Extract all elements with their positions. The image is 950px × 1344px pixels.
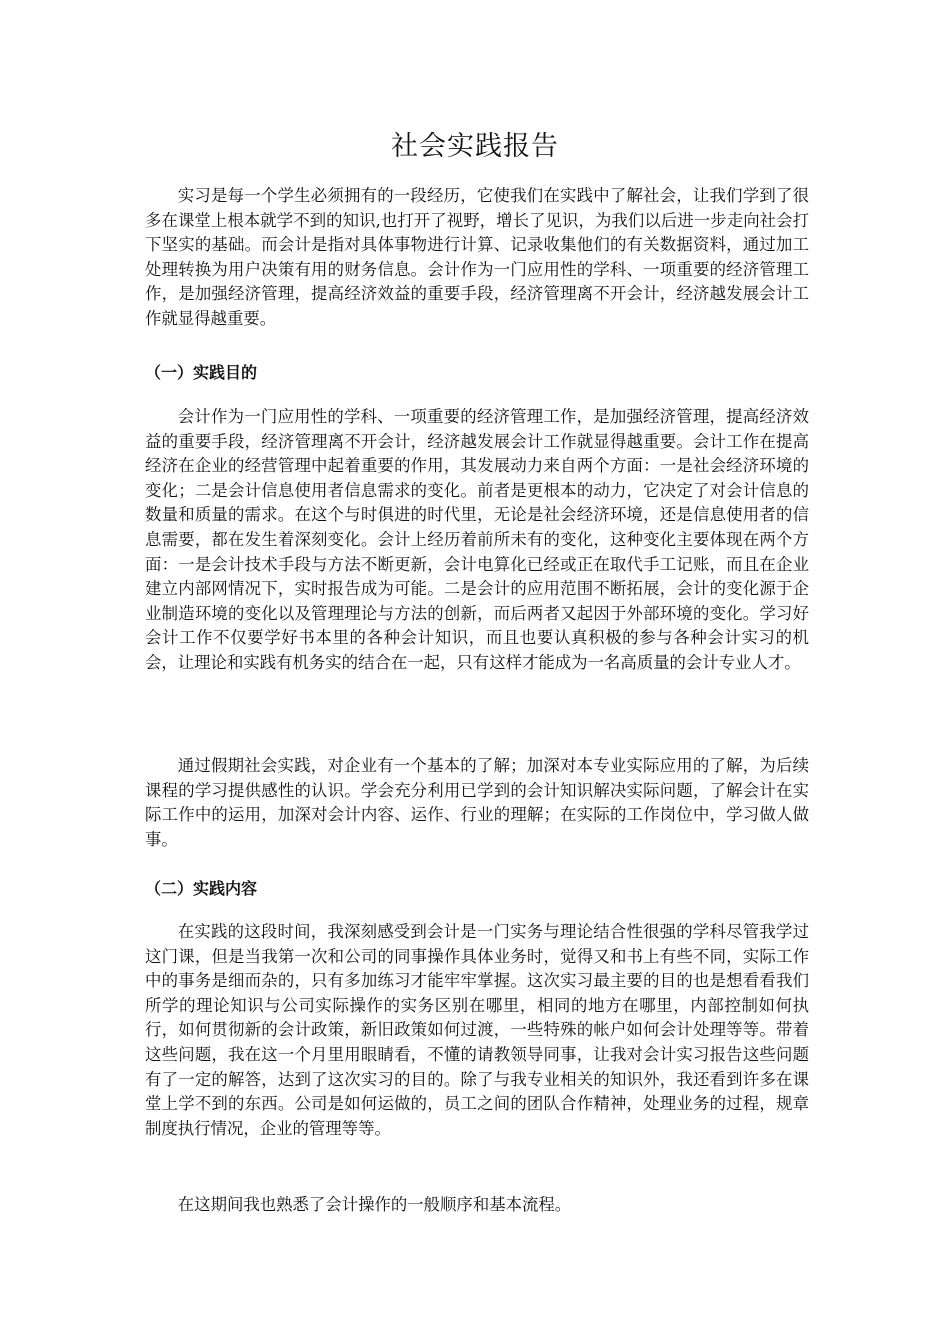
purpose-paragraph-2: 通过假期社会实践，对企业有一个基本的了解；加深对本专业实际应用的了解，为后续课程的学习提供感性的认识。学会充分利用已学到的会计知识解决实际问题，了解会计在实际工作中的运用，加深对会计内容、运作、行业的理解；在实际的工作岗位中，学习做人做事。 (145, 756, 809, 849)
section-heading-purpose: （一）实践目的 (145, 363, 258, 382)
section-heading-content: （二）实践内容 (145, 879, 258, 898)
content-paragraph-2: 在这期间我也熟悉了会计操作的一般顺序和基本流程。 (177, 1195, 572, 1214)
page-title: 社会实践报告 (391, 131, 559, 162)
intro-paragraph: 实习是每一个学生必须拥有的一段经历，它使我们在实践中了解社会，让我们学到了很多在课堂上根本就学不到的知识,也打开了视野，增长了见识，为我们以后进一步走向社会打下坚实的基础。而会计是指对具体事物进行计算、记录收集他们的有关数据资料，通过加工处理转换为用户决策有用的财务信息。会计作为一门应用性的学科、一项重要的经济管理工作，是加强经济管理，提高经济效益的重要手段，经济管理离不开会计，经济越发展会计工作就显得越重要。 (145, 186, 809, 328)
content-paragraph-1: 在实践的这段时间，我深刻感受到会计是一门实务与理论结合性很强的学科尽管我学过这门课，但是当我第一次和公司的同事操作具体业务时，觉得又和书上有些不同，实际工作中的事务是细而杂的，只有多加练习才能牢牢掌握。这次实习最主要的目的也是想看看我们所学的理论知识与公司实际操作的实务区别在哪里，相同的地方在哪里，内部控制如何执行，如何贯彻新的会计政策，新旧政策如何过渡，一些特殊的帐户如何会计处理等等。带着这些问题，我在这一个月里用眼睛看，不懂的请教领导同事，让我对会计实习报告这些问题有了一定的解答，达到了这次实习的目的。除了与我专业相关的知识外，我还看到许多在课堂上学不到的东西。公司是如何运做的，员工之间的团队合作精神，处理业务的过程，规章制度执行情况，企业的管理等等。 (145, 922, 809, 1138)
purpose-paragraph-1: 会计作为一门应用性的学科、一项重要的经济管理工作，是加强经济管理，提高经济效益的重要手段，经济管理离不开会计，经济越发展会计工作就显得越重要。会计工作在提高经济在企业的经营管理中起着重要的作用，其发展动力来自两个方面：一是社会经济环境的变化；二是会计信息使用者信息需求的变化。前者是更根本的动力，它决定了对会计信息的数量和质量的需求。在这个与时俱进的时代里，无论是社会经济环境，还是信息使用者的信息需要，都在发生着深刻变化。会计上经历着前所未有的变化，这种变化主要体现在两个方面：一是会计技术手段与方法不断更新，会计电算化已经或正在取代手工记账，而且在企业建立内部网情况下，实时报告成为可能。二是会计的应用范围不断拓展，会计的变化源于企业制造环境的变化以及管理理论与方法的创新，而后两者又起因于外部环境的变化。学习好会计工作不仅要学好书本里的各种会计知识，而且也要认真积极的参与各种会计实习的机会，让理论和实践有机务实的结合在一起，只有这样才能成为一名高质量的会计专业人才。 (145, 407, 809, 672)
